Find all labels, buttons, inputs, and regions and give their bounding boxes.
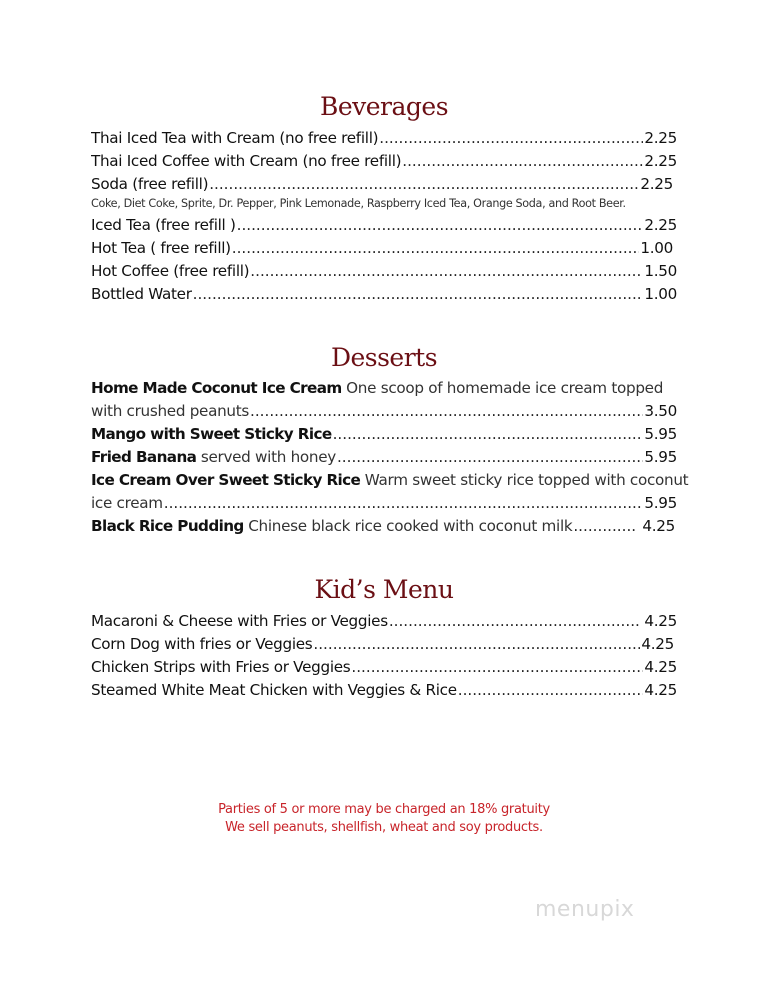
menu-item (91, 283, 677, 305)
item-name: Corn Dog with fries or Veggies (91, 635, 313, 653)
item-name: Macaroni & Cheese with Fries or Veggies (91, 612, 388, 630)
item-price: 1.00 (644, 285, 677, 303)
menu-item-heading (91, 469, 689, 491)
menu-item-heading (91, 377, 681, 399)
desserts-title: Desserts (330, 343, 438, 372)
item-name: Bottled Water (91, 285, 192, 303)
item-price: 4.25 (644, 612, 677, 630)
item-price: 2.25 (644, 129, 677, 147)
item-price: 2.25 (644, 152, 677, 170)
item-price: 2.25 (644, 216, 677, 234)
beverages-title: Beverages (319, 92, 449, 121)
menu-item (91, 400, 677, 422)
item-price: 4.25 (642, 517, 675, 535)
leader-dots (209, 173, 639, 195)
item-name: Hot Coffee (free refill) (91, 262, 250, 280)
leader-dots (458, 679, 644, 701)
item-price: 4.25 (641, 635, 674, 653)
menu-item (91, 679, 677, 701)
menu-item (91, 150, 677, 172)
item-price: 3.50 (644, 402, 677, 420)
menu-item (91, 610, 677, 632)
leader-dots (337, 446, 643, 468)
leader-dots (402, 150, 643, 172)
item-price: 4.25 (644, 681, 677, 699)
item-description: served with honey (200, 448, 336, 466)
item-description-cont: with crushed peanuts (91, 402, 250, 420)
item-description: One scoop of homemade ice cream topped (346, 379, 664, 397)
leader-dots (164, 492, 644, 514)
watermark-logo: menupix (535, 897, 635, 922)
leader-dots (232, 237, 640, 259)
kids-menu-title: Kid’s Menu (314, 575, 454, 604)
menu-item (91, 656, 677, 678)
item-name: Thai Iced Tea with Cream (no free refill) (91, 129, 379, 147)
leader-dots (389, 610, 639, 632)
item-name: Hot Tea ( free refill) (91, 239, 231, 257)
menu-item (91, 446, 677, 468)
item-name: Mango with Sweet Sticky Rice (91, 425, 332, 443)
gratuity-note: Parties of 5 or more may be charged an 18% gratuity (218, 802, 550, 817)
item-price: 5.95 (644, 448, 677, 466)
item-price: 5.95 (644, 425, 677, 443)
menu-item (91, 515, 675, 537)
item-name: Iced Tea (free refill ) (91, 216, 236, 234)
leader-dots (351, 656, 643, 678)
allergen-note: We sell peanuts, shellfish, wheat and soy products. (225, 820, 543, 835)
menu-item (91, 260, 677, 282)
leader-dots (193, 283, 644, 305)
item-name: Fried Banana (91, 448, 197, 466)
item-price: 4.25 (644, 658, 677, 676)
item-description: Chinese black rice cooked with coconut milk (248, 517, 573, 535)
item-description-cont: ice cream (91, 494, 163, 512)
leader-dots (379, 127, 643, 149)
item-name: Black Rice Pudding (91, 517, 244, 535)
soda-options-note: Coke, Diet Coke, Sprite, Dr. Pepper, Pink Lemonade, Raspberry Iced Tea, Orange Soda, and Root Beer. (91, 197, 626, 210)
leader-dots (237, 214, 644, 236)
item-name: Steamed White Meat Chicken with Veggies & Rice (91, 681, 457, 699)
item-price: 5.95 (644, 494, 677, 512)
leader-dots (250, 400, 643, 422)
item-name: Ice Cream Over Sweet Sticky Rice (91, 471, 361, 489)
leader-dots (250, 260, 643, 282)
item-name: Thai Iced Coffee with Cream (no free refill) (91, 152, 402, 170)
menu-item (91, 127, 677, 149)
menu-item (91, 492, 677, 514)
item-name: Chicken Strips with Fries or Veggies (91, 658, 351, 676)
item-description: Warm sweet sticky rice topped with coconut (364, 471, 689, 489)
menu-item (91, 173, 673, 195)
menu-item (91, 237, 673, 259)
menu-item (91, 633, 674, 655)
item-name: Home Made Coconut Ice Cream (91, 379, 342, 397)
item-price: 1.50 (644, 262, 677, 280)
menu-item (91, 423, 677, 445)
item-price: 1.00 (640, 239, 673, 257)
leader-dots (333, 423, 644, 445)
item-name: Soda (free refill) (91, 175, 209, 193)
leader-dots (313, 633, 640, 655)
item-price: 2.25 (640, 175, 673, 193)
menu-item (91, 214, 677, 236)
leader-dots (573, 515, 636, 537)
